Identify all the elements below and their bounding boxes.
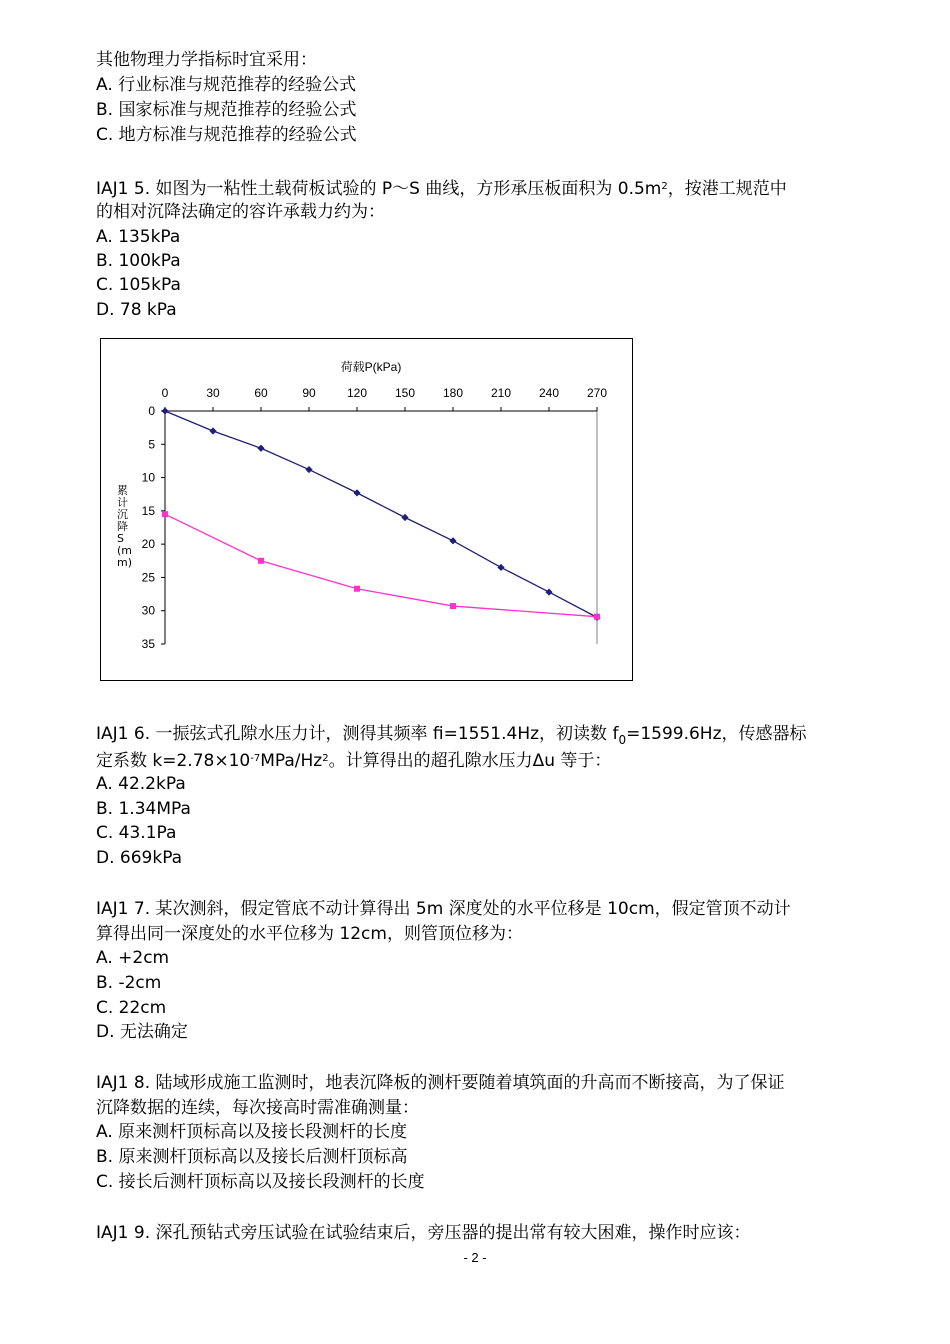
x-tick-label: 210 (490, 386, 512, 400)
data-point-diamond (401, 514, 408, 521)
q8-option-a: A. 原来测杆顶标高以及接长段测杆的长度 (96, 1122, 408, 1142)
q5-option-c: C. 105kPa (96, 275, 181, 295)
q8-stem-line1: ⅠAJ1 8. 陆域形成施工监测时，地表沉降板的测杆要随着填筑面的升高而不断接高，为了保证 (96, 1073, 785, 1093)
q8-option-c: C. 接长后测杆顶标高以及接长段测杆的长度 (96, 1172, 425, 1192)
data-point-diamond (305, 466, 312, 473)
q5-option-a: A. 135kPa (96, 227, 181, 247)
page-number: - 2 - (463, 1250, 487, 1265)
y-tick-label: 30 (141, 603, 155, 618)
q6-option-a: A. 42.2kPa (96, 774, 186, 794)
x-tick-label: 30 (206, 386, 220, 400)
q6-option-b: B. 1.34MPa (96, 799, 191, 819)
q6-stem-line2: 定系数 $k=2.78\times 10^{-7}MPa/Hz^2$。计算得出的超孔隙水压力Δu 等于： (96, 751, 612, 771)
chart-y-label: 累计沉降S(mm) (117, 484, 133, 569)
y-tick-label: 15 (141, 503, 155, 518)
series-line-2 (165, 514, 597, 617)
x-tick-label: 120 (346, 386, 368, 400)
x-tick-label: 60 (254, 386, 268, 400)
q7-option-c: C. 22cm (96, 998, 167, 1018)
q7-option-d: D. 无法确定 (96, 1022, 188, 1042)
x-tick-label: 0 (161, 386, 169, 400)
intro-option-c: C. 地方标准与规范推荐的经验公式 (96, 125, 357, 145)
x-tick-label: 180 (442, 386, 464, 400)
data-point-square (450, 603, 456, 609)
y-tick-label: 5 (148, 437, 155, 452)
q9-stem-line1: ⅠAJ1 9. 深孔预钻式旁压试验在试验结束后，旁压器的提出常有较大困难，操作时应该： (96, 1223, 751, 1243)
y-tick-label: 10 (141, 470, 155, 485)
data-point-diamond (161, 407, 168, 414)
data-point-diamond (209, 427, 216, 434)
chart-svg (101, 339, 632, 680)
data-point-square (594, 614, 600, 620)
y-tick-label: 0 (148, 404, 155, 418)
q5-option-b: B. 100kPa (96, 251, 181, 271)
data-point-square (162, 511, 168, 517)
q7-stem-line1: ⅠAJ1 7. 某次测斜，假定管底不动计算得出 5m 深度处的水平位移是 10cm，假定管顶不动计 (96, 899, 791, 919)
y-tick-label: 20 (141, 537, 155, 552)
y-tick-label: 25 (141, 570, 155, 585)
q5-option-d: D. 78 kPa (96, 300, 177, 320)
q5-stem-line2: 的相对沉降法确定的容许承载力约为： (96, 202, 385, 222)
x-tick-label: 270 (586, 386, 608, 400)
data-point-diamond (497, 564, 504, 571)
q8-stem-line2: 沉降数据的连续，每次接高时需准确测量： (96, 1098, 419, 1118)
q7-option-b: B. -2cm (96, 973, 162, 993)
series-line-1 (165, 411, 597, 617)
data-point-square (258, 558, 264, 564)
q6-option-d: D. 669kPa (96, 848, 183, 868)
ps-curve-chart (100, 338, 633, 681)
q5-stem-line1: ⅠAJ1 5. 如图为一粘性土载荷板试验的 P～S 曲线，方形承压板面积为 $0.5m^2$，按港工规范中 (96, 179, 787, 199)
q8-option-b: B. 原来测杆顶标高以及接长后测杆顶标高 (96, 1147, 408, 1167)
data-point-diamond (353, 489, 360, 496)
q7-stem-line2: 算得出同一深度处的水平位移为 12cm，则管顶位移为： (96, 924, 523, 944)
data-point-square (354, 586, 360, 592)
q7-option-a: A. +2cm (96, 948, 170, 968)
chart-title: 荷载P(kPa) (340, 360, 402, 374)
data-point-diamond (257, 445, 264, 452)
data-point-diamond (449, 537, 456, 544)
x-tick-label: 150 (394, 386, 416, 400)
data-point-diamond (545, 588, 552, 595)
x-tick-label: 90 (302, 386, 316, 400)
intro-stem: 其他物理力学指标时宜采用： (96, 50, 317, 70)
y-tick-label: 35 (141, 637, 155, 651)
intro-option-b: B. 国家标准与规范推荐的经验公式 (96, 100, 357, 120)
intro-option-a: A. 行业标准与规范推荐的经验公式 (96, 75, 357, 95)
x-tick-label: 240 (538, 386, 560, 400)
q6-option-c: C. 43.1Pa (96, 823, 177, 843)
q6-stem-line1: ⅠAJ1 6. 一振弦式孔隙水压力计，测得其频率 fi=1551.4Hz，初读数 $f_0=1599.6Hz$，传感器标 (96, 724, 807, 747)
